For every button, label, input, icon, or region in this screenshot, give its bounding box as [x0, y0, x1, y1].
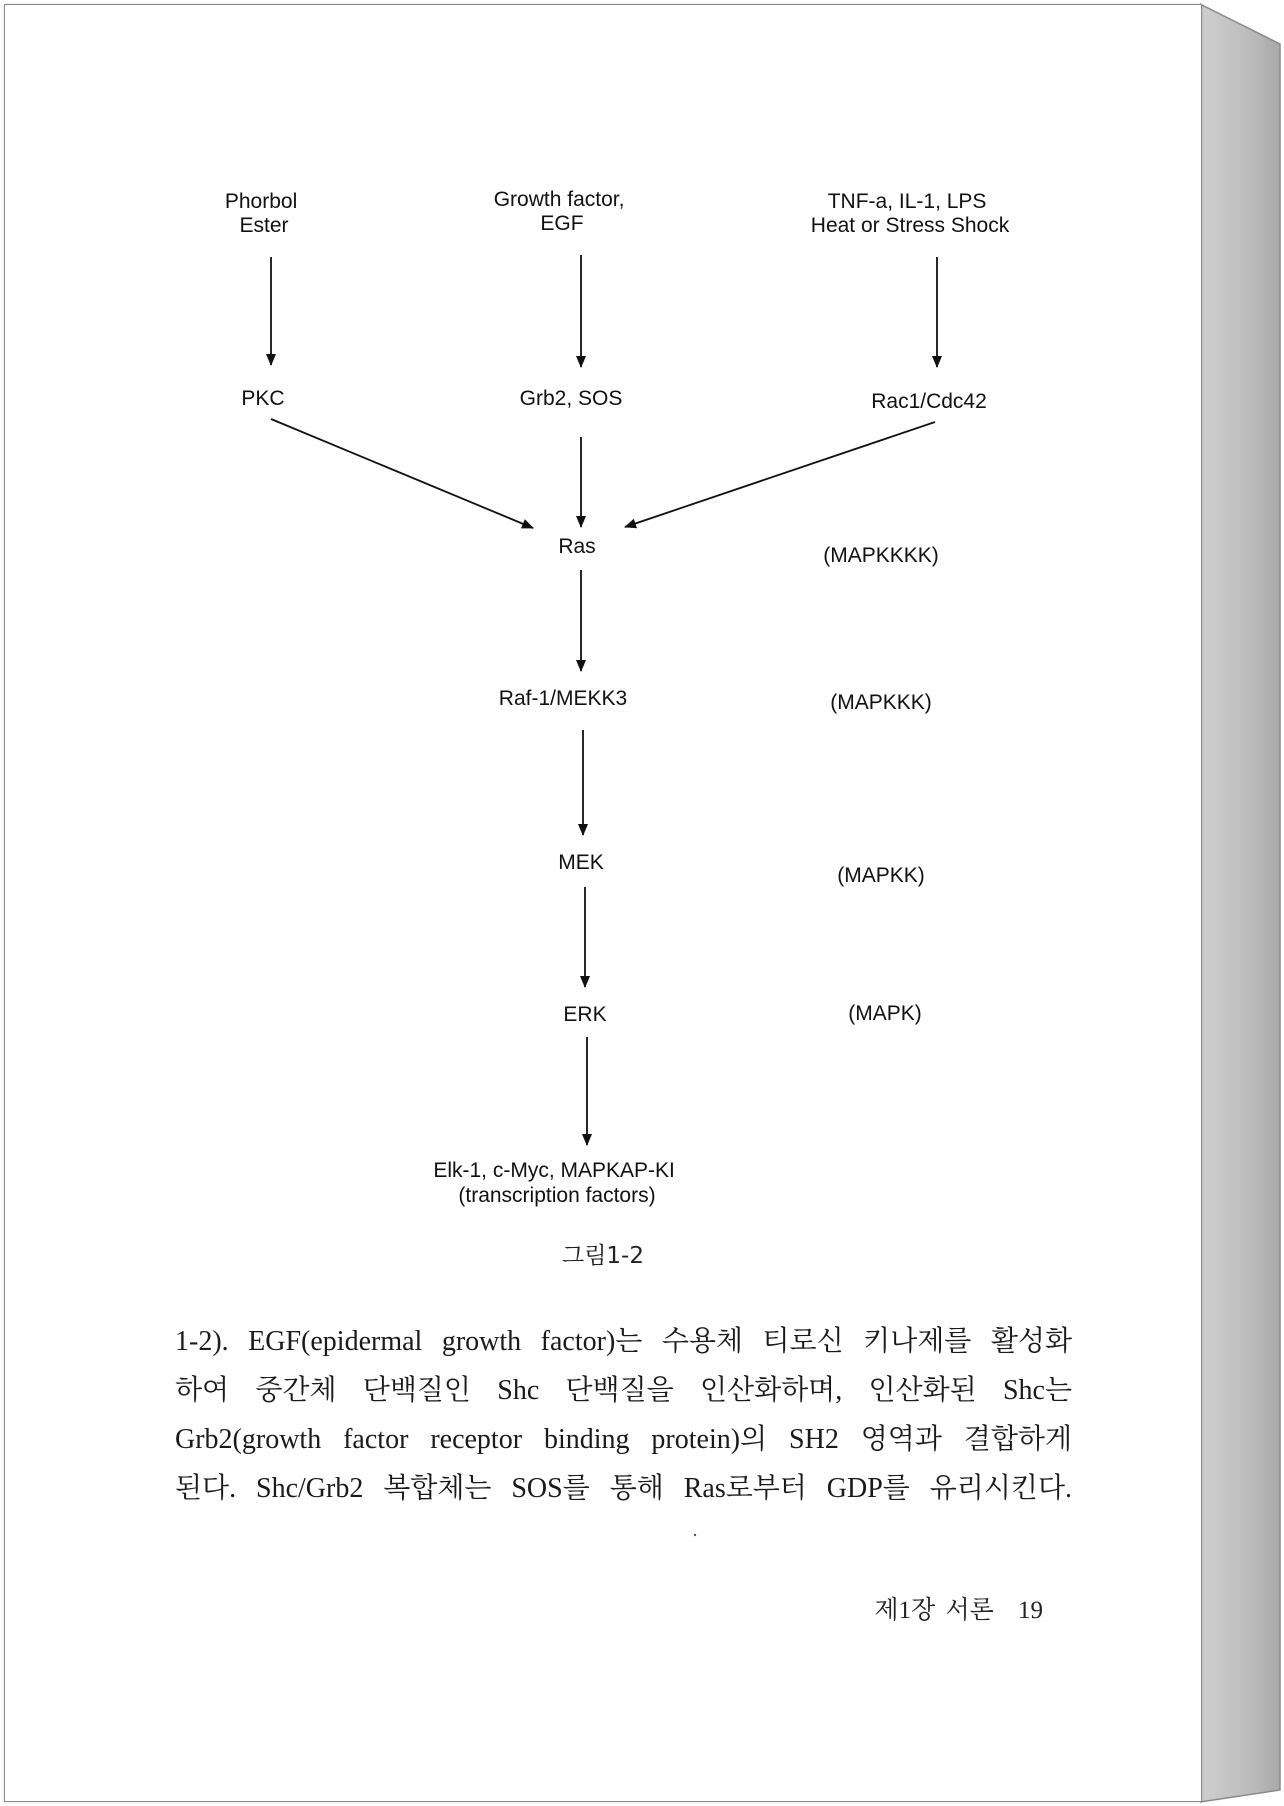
body-line: 된다. Shc/Grb2 복합체는 SOS를 통해 Ras로부터 GDP를 유리시킨다. — [175, 1473, 1072, 1504]
node-raf1-mekk3: Raf-1/MEKK3 — [498, 687, 628, 710]
node-rac1-cdc42: Rac1/Cdc42 — [871, 390, 987, 413]
level-mapkkkk: (MAPKKKK) — [823, 544, 939, 567]
level-mapk: (MAPK) — [848, 1002, 922, 1025]
node-growth-factor: Growth factor, EGF — [493, 188, 625, 235]
page-number: 19 — [1018, 1597, 1043, 1624]
scan-speck — [694, 1534, 696, 1536]
level-mapkkk: (MAPKKK) — [830, 691, 932, 714]
body-line: Grb2(growth factor receptor binding protein)의 SH2 영역과 결합하게 — [175, 1424, 1072, 1455]
node-grb2-sos: Grb2, SOS — [519, 387, 623, 410]
node-tnf-stress: TNF-a, IL-1, LPS Heat or Stress Shock — [810, 190, 1010, 237]
mapk-pathway-diagram — [5, 5, 1201, 1801]
book-edge — [1200, 0, 1284, 1806]
body-paragraph — [175, 1317, 1072, 1513]
arrow-pkc-to-ras — [271, 419, 533, 528]
footer-chapter-title: 제1장 서론 — [874, 1597, 994, 1624]
node-mek: MEK — [558, 851, 604, 874]
document-page — [4, 4, 1202, 1802]
node-phorbol-ester: Phorbol Ester — [224, 190, 298, 237]
arrow-rac1-to-ras — [625, 422, 935, 527]
figure-caption: 그림1-2 — [561, 1243, 644, 1269]
node-ras: Ras — [558, 535, 596, 558]
node-pkc: PKC — [241, 387, 285, 410]
body-line: 하여 중간체 단백질인 Shc 단백질을 인산화하며, 인산화된 Shc는 — [175, 1375, 1072, 1406]
body-line: 1-2). EGF(epidermal growth factor)는 수용체 티로신 키나제를 활성화 — [175, 1326, 1072, 1357]
level-mapkk: (MAPKK) — [837, 864, 925, 887]
node-transcription-factors: Elk-1, c-Myc, MAPKAP-KI (transcription factors) — [433, 1159, 675, 1207]
node-erk: ERK — [563, 1003, 607, 1026]
page-footer — [874, 1590, 1043, 1626]
